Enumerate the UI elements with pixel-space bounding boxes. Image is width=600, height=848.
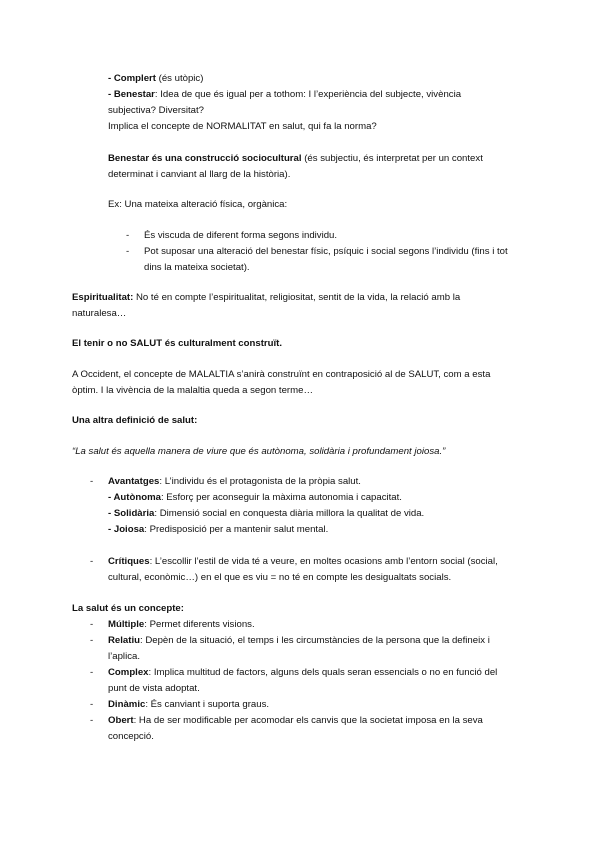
concepte-item-text: : Depèn de la situació, el temps i les circumstàncies de la persona que la defineix i — [140, 635, 490, 646]
example-item-2-cont: dins la mateixa societat). — [144, 262, 250, 273]
critiques-line — [108, 556, 498, 568]
construccio-line — [108, 153, 483, 165]
construccio-text-2: determinat i canviant al llarg de la història). — [108, 169, 291, 180]
critiques-label: Crítiques — [108, 556, 150, 567]
complert-line — [108, 73, 203, 85]
avantatges-item-label: - Joiosa — [108, 524, 145, 535]
espiritualitat-label: Espiritualitat: — [72, 292, 134, 303]
altra-definicio-title: Una altra definició de salut: — [72, 415, 198, 426]
avantatges-item — [108, 524, 328, 536]
avantatges-item-label: - Autònoma — [108, 492, 161, 503]
complert-label: - Complert — [108, 73, 156, 84]
critiques-text-2: cultural, econòmic…) en el que es viu = no té en compte les desigualtats socials. — [108, 572, 452, 583]
avantatges-item-text: : Esforç per aconseguir la màxima autonomia i capacitat. — [160, 492, 402, 503]
definition-quote: “La salut és aquella manera de viure que és autònoma, solidària i profundament joiosa.” — [72, 446, 446, 457]
concepte-title: La salut és un concepte: — [72, 603, 184, 614]
concepte-item — [108, 699, 269, 711]
benestar-line — [108, 89, 461, 101]
concepte-item-text: : Implica multitud de factors, alguns dels quals seran essencials o no en funció del — [148, 667, 498, 678]
concepte-item-label: Dinàmic — [108, 699, 146, 710]
normalitat-line: Implica el concepte de NORMALITAT en salut, qui fa la norma? — [108, 121, 377, 132]
bullet-dash: - — [126, 246, 130, 257]
avantatges-line — [108, 476, 361, 488]
concepte-item-text: : Ha de ser modificable per acomodar els canvis que la societat imposa en la seva — [133, 715, 483, 726]
benestar-label: - Benestar — [108, 89, 155, 100]
occident-line-1: A Occident, el concepte de MALALTIA s’anirà construïnt en contraposició al de SALUT, com a esta — [72, 369, 491, 380]
concepte-item-text: : Permet diferents visions. — [144, 619, 255, 630]
concepte-item — [108, 635, 490, 647]
bullet-dash: - — [90, 619, 94, 630]
espiritualitat-text-2: naturalesa… — [72, 308, 127, 319]
bullet-dash: - — [90, 715, 94, 726]
bullet-dash: - — [126, 230, 130, 241]
concepte-item — [108, 715, 483, 727]
concepte-item-label: Obert — [108, 715, 134, 726]
avantatges-item-text: : Predisposició per a mantenir salut mental. — [144, 524, 329, 535]
example-item-2: Pot suposar una alteració del benestar físic, psíquic i social segons l’individu (fins i tot — [144, 246, 508, 257]
espiritualitat-text-1: No té en compte l’espiritualitat, religiositat, sentit de la vida, la relació amb la — [133, 292, 461, 303]
concepte-item-label: Relatiu — [108, 635, 140, 646]
concepte-item-cont: punt de vista adoptat. — [108, 683, 200, 694]
concepte-item-text: : És canviant i suporta graus. — [145, 699, 270, 710]
avantatges-item — [108, 508, 424, 520]
bullet-dash: - — [90, 699, 94, 710]
example-item-1: És viscuda de diferent forma segons individu. — [144, 230, 338, 241]
concepte-item-cont: concepció. — [108, 731, 154, 742]
complert-text: (és utòpic) — [155, 73, 204, 84]
espiritualitat-line — [72, 292, 460, 304]
benestar-text-2: subjectiva? Diversitat? — [108, 105, 204, 116]
avantatges-item-label: - Solidària — [108, 508, 155, 519]
avantatges-label: Avantatges — [108, 476, 160, 487]
concepte-item-label: Complex — [108, 667, 149, 678]
cultural-heading: El tenir o no SALUT és culturalment construït. — [72, 338, 283, 349]
bullet-dash: - — [90, 667, 94, 678]
concepte-item — [108, 667, 497, 679]
benestar-text-1: : Idea de que és igual per a tothom: I l’experiència del subjecte, vivència — [154, 89, 462, 100]
bullet-dash: - — [90, 556, 94, 567]
bullet-dash: - — [90, 635, 94, 646]
construccio-text-1: (és subjectiu, és interpretat per un context — [301, 153, 483, 164]
concepte-item-cont: l’aplica. — [108, 651, 140, 662]
bullet-dash: - — [90, 476, 94, 487]
concepte-item-label: Múltiple — [108, 619, 145, 630]
occident-line-2: òptim. I la vivència de la malaltia queda a segon terme… — [72, 385, 314, 396]
construccio-label: Benestar és una construcció sociocultural — [108, 153, 302, 164]
avantatges-text: : L’individu és el protagonista de la pròpia salut. — [159, 476, 361, 487]
example-line: Ex: Una mateixa alteració física, orgànica: — [108, 199, 288, 210]
avantatges-item — [108, 492, 402, 504]
avantatges-item-text: : Dimensió social en conquesta diària millora la qualitat de vida. — [154, 508, 425, 519]
concepte-item — [108, 619, 255, 631]
critiques-text-1: : L’escollir l’estil de vida té a veure, en moltes ocasions amb l’entorn social (social, — [149, 556, 498, 567]
